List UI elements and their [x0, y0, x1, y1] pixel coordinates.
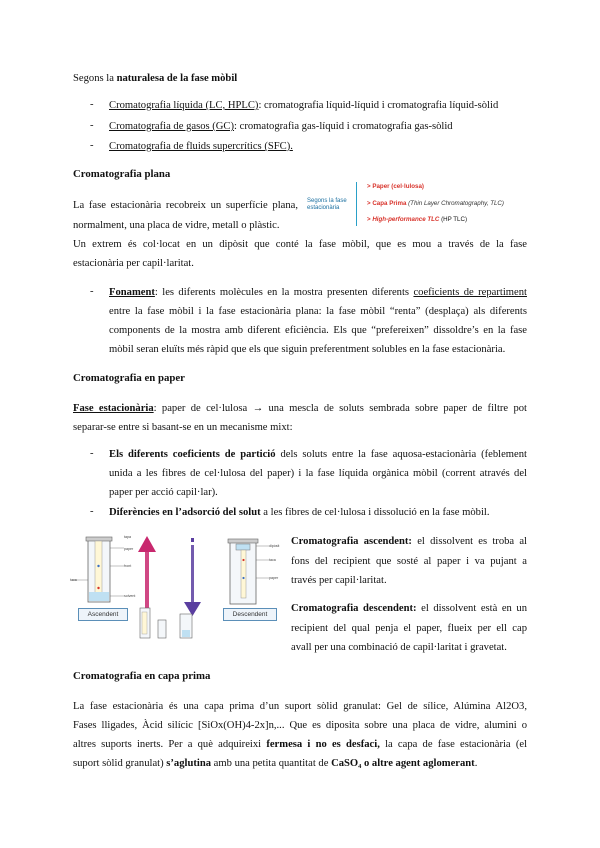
descending-chamber: [228, 539, 269, 604]
paper-fase-line: separar-se entre si basant-se en un mecanisme mixt:: [73, 422, 293, 433]
fig-label: dipòsit: [269, 544, 280, 548]
fonament-label: Fonament: [109, 287, 155, 298]
capa-text: .: [474, 758, 478, 769]
capa-line: La fase estacionària és una capa prima d’un suport sòlid granulat: Gel de sílice, Alúmina Al2O3,: [73, 701, 527, 712]
bullet-dash: -: [90, 99, 94, 110]
descendent-text: el dissolvent està en un: [416, 603, 527, 614]
ascendent-line: fons del recipient que sosté al paper i va pujant a: [291, 556, 527, 567]
legend-name: Capa Prima: [372, 200, 407, 207]
type-item: [109, 99, 498, 113]
intro-bold: naturalesa de la fase mòbil: [116, 73, 238, 84]
capa-text: altres suports inerts. Per a què adquireixi: [73, 739, 267, 750]
capa-line: [73, 738, 527, 752]
ascendent-text: el dissolvent es troba al: [411, 536, 528, 547]
type-name: Cromatografia líquida (LC, HPLC): [109, 100, 259, 111]
fonament-term: coeficients de repartiment: [413, 287, 527, 298]
bullet-text: dels soluts entre la fase aquosa-estacionària (feblement: [275, 449, 527, 460]
capa-bold: CaSO₄ o altre agent aglomerant: [331, 758, 475, 769]
legend-caption: Segons la fase estacionària: [307, 198, 347, 211]
descendent-line: [291, 602, 527, 616]
ascendent-line: través per capil·laritat.: [291, 575, 387, 586]
capa-bold: s’aglutina: [166, 758, 212, 769]
legend-item-capa-prima: > Capa Prima (Thin Layer Chromatography, TLC): [367, 200, 504, 207]
capa-line: Fases lligades, Àcid silícic [SiOx(OH)4-2x]n,... Que es diposita sobre una placa de vidre, alumini o: [73, 720, 527, 731]
fonament-line: entre la fase mòbil i la fase estacionària plana: la fase mòbil “renta” (desplaça) als diferents: [109, 306, 527, 317]
capa-bold: fermesa i no es desfaci,: [266, 739, 380, 750]
capa-line: [73, 757, 477, 771]
fig-descendent-label: Descendent: [223, 608, 277, 621]
type-desc: : cromatografia gas-líquid i cromatografia gas-sòlid: [234, 121, 453, 132]
legend-item-hptlc: > High-performance TLC (HP TLC): [367, 216, 468, 223]
heading-paper: Cromatografia en paper: [73, 372, 185, 384]
ascendent-bold: Cromatografia ascendent:: [291, 536, 412, 547]
legend-item-paper: > Paper (cel·lulosa): [367, 183, 424, 190]
type-desc: : cromatografia líquid-líquid i cromatografia líquid-sòlid: [258, 100, 499, 111]
fonament-line: [109, 286, 527, 300]
fonament-line: mòbil seran eluïts més ràpid que els que siguin preferentment solubles en la fase estacionària.: [109, 344, 506, 355]
fig-label: taca: [70, 578, 77, 582]
legend-extra: (Thin Layer Chromatography, TLC): [408, 200, 504, 207]
bullet-dash: -: [90, 448, 94, 459]
plana-p1-line: La fase estacionària recobreix un superfície plana,: [73, 200, 298, 211]
bullet-bold: Els diferents coeficients de partició: [109, 449, 276, 460]
descendent-line: recipient del qual penja el paper, flueix per ell cap: [291, 623, 527, 634]
chromatography-figure: [66, 530, 286, 640]
heading-plana: Cromatografia plana: [73, 168, 171, 180]
intro-line: [73, 72, 237, 86]
ascending-arrow: [138, 536, 156, 620]
legend-name: High-performance TLC: [372, 216, 440, 223]
bullet-dash: -: [90, 120, 94, 131]
type-name: Cromatografia de fluids supercrítics (SFC).: [109, 141, 293, 152]
fase-label: Fase estacionària: [73, 403, 154, 414]
fig-label: taca: [269, 558, 276, 562]
descending-arrow: [184, 538, 201, 616]
type-name: Cromatografia de gasos (GC): [109, 121, 235, 132]
plana-p2-line: Un extrem és col·locat en un dipòsit que conté la fase mòbil, que es mou a través de la fase: [73, 239, 527, 250]
small-apparatus: [140, 608, 192, 638]
fig-label: paper: [124, 547, 134, 551]
paper-fase-line: [73, 402, 527, 416]
fonament-line: components de la mostra amb diferent eficiència. Els que “prefereixen” dissoldre’s en la fase: [109, 325, 527, 336]
ascendent-line: [291, 535, 527, 549]
intro-prefix: Segons la: [73, 73, 117, 84]
bullet-dash: -: [90, 286, 94, 297]
plana-p2-line: estacionària per capil·laritat.: [73, 258, 194, 269]
fonament-text: : les diferents molècules en la mostra presenten diferents: [154, 287, 414, 298]
type-item: [109, 120, 453, 134]
bullet-bold: Diferències en l’adsorció del solut: [109, 507, 261, 518]
legend-bracket: [356, 182, 365, 226]
capa-text: la capa de fase estacionària (el: [379, 739, 528, 750]
legend-name: Paper: [372, 183, 390, 190]
capa-text: amb una petita quantitat de: [211, 758, 332, 769]
capa-text: suport sòlid granulat): [73, 758, 167, 769]
descendent-bold: Cromatografia descendent:: [291, 603, 417, 614]
paper-bullet-line: unida a les fibres de cel·lulosa del paper) i la fase líquida orgànica mòbil (corrent através del: [109, 468, 527, 479]
fig-label: front: [124, 564, 132, 568]
fig-ascendent-label: Ascendent: [78, 608, 128, 621]
paper-bullet-line: [109, 506, 490, 520]
paper-bullet-line: paper per acció capil·lar).: [109, 487, 218, 498]
ascending-chamber: [72, 537, 124, 602]
fase-text: : paper de cel·lulosa → una mescla de soluts sembrada sobre paper de filtre pot: [153, 403, 527, 414]
descendent-line: avall per una combinació de capil·laritat i gravetat.: [291, 642, 507, 653]
bullet-dash: -: [90, 506, 94, 517]
bullet-text: a les fibres de cel·lulosa i dissolució en la fase mòbil.: [260, 507, 490, 518]
paper-bullet-line: [109, 448, 527, 462]
legend-extra: (cel·lulosa): [391, 183, 424, 190]
bullet-dash: -: [90, 140, 94, 151]
type-item: [109, 140, 293, 154]
fig-label: tapa: [124, 535, 131, 539]
plana-p1-line: normalment, una placa de vidre, metall o plàstic.: [73, 220, 280, 231]
legend-extra: (HP TLC): [441, 216, 468, 223]
fig-label: paper: [269, 576, 279, 580]
heading-capa-prima: Cromatografia en capa prima: [73, 670, 211, 682]
fig-label: solvent: [124, 594, 136, 598]
